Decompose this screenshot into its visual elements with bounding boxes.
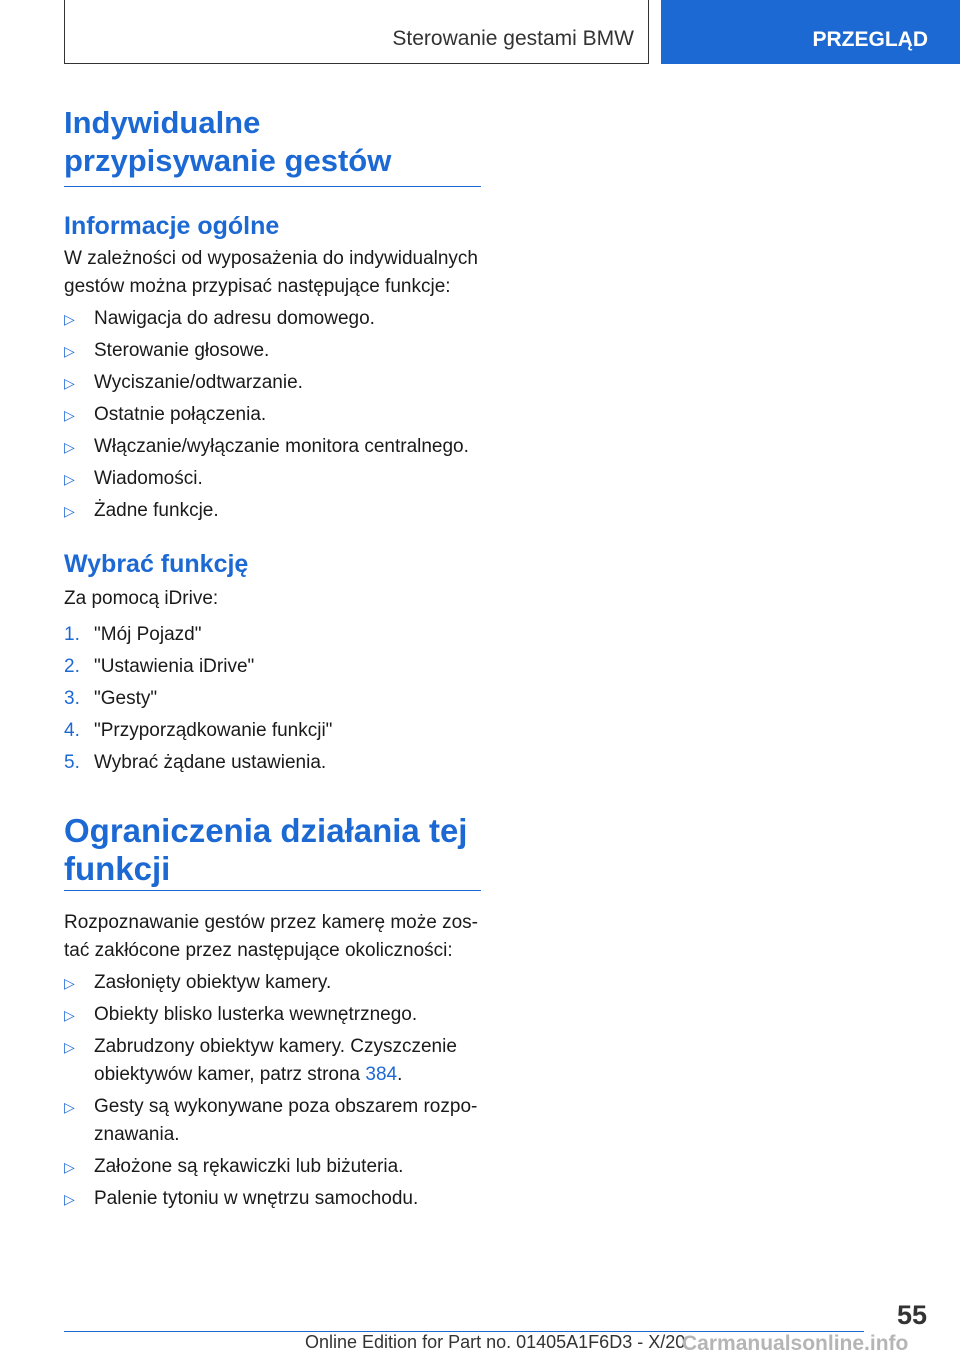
list-item [64, 1185, 481, 1213]
list-item-text: Wiadomości. [94, 468, 203, 489]
header-chapter-box [64, 0, 649, 64]
step-item [64, 717, 481, 745]
bullet-triangle-icon: ▷ [64, 439, 75, 455]
list-item [64, 1093, 481, 1149]
list-item [64, 369, 481, 397]
section-title-rule [64, 890, 481, 891]
watermark: Carmanualsonline.info [682, 1332, 909, 1355]
paragraph-idrive: Za pomocą iDrive: [64, 588, 219, 609]
list-item-text: Palenie tytoniu w wnętrzu samochodu. [94, 1188, 419, 1209]
bullet-triangle-icon: ▷ [64, 975, 75, 991]
list-item-text: Założone są rękawiczki lub biżuteria. [94, 1156, 404, 1177]
list-item-text: obiektywów kamer, patrz strona [94, 1064, 366, 1085]
section-individual-gestures [64, 104, 481, 781]
list-item-text: Nawigacja do adresu domowego. [94, 308, 375, 329]
intro-line1: W zależności od wyposażenia do indywidualnych [64, 248, 479, 269]
bullet-triangle-icon: ▷ [64, 1191, 75, 1207]
page-reference-link[interactable]: 384 [365, 1064, 398, 1085]
list-item [64, 305, 481, 333]
step-item [64, 685, 481, 713]
intro-line2: gestów można przypisać następujące funkcje: [64, 276, 451, 297]
section-title-line2: funkcji [64, 850, 171, 887]
section-title-line2: przypisywanie gestów [64, 143, 392, 178]
step-text: "Ustawienia iDrive" [94, 656, 255, 677]
step-item [64, 653, 481, 681]
step-number: 5. [64, 752, 80, 773]
section-limitations [64, 812, 481, 1217]
list-item [64, 1033, 481, 1089]
list-item [64, 1153, 481, 1181]
list-item-text: Żadne funkcje. [94, 500, 219, 521]
list-item [64, 1001, 481, 1029]
list-item [64, 401, 481, 429]
step-text: "Przyporządkowanie funkcji" [94, 720, 333, 741]
list-item [64, 433, 481, 461]
section-title-line1: Ograniczenia działania tej [64, 812, 468, 849]
intro-line1: Rozpoznawanie gestów przez kamerę może zos- [64, 912, 478, 933]
function-list [64, 305, 481, 525]
list-item-text: . [397, 1064, 403, 1085]
step-text: "Gesty" [94, 688, 158, 709]
paragraph-limitations-intro [64, 909, 481, 965]
section-title-line1: Indywidualne [64, 105, 261, 140]
list-item [64, 497, 481, 525]
step-text: "Mój Pojazd" [94, 624, 202, 645]
bullet-triangle-icon: ▷ [64, 343, 75, 359]
list-item-text: Zasłonięty obiektyw kamery. [94, 972, 332, 993]
paragraph-intro [64, 245, 481, 301]
section-title [64, 812, 481, 888]
list-item-text: Sterowanie głosowe. [94, 340, 270, 361]
section-tab-label: PRZEGLĄD [812, 28, 928, 51]
list-item-text: Ostatnie połączenia. [94, 404, 267, 425]
bullet-triangle-icon: ▷ [64, 471, 75, 487]
bullet-triangle-icon: ▷ [64, 1099, 75, 1115]
list-item-text: Obiekty blisko lusterka wewnętrznego. [94, 1004, 418, 1025]
bullet-triangle-icon: ▷ [64, 311, 75, 327]
step-number: 1. [64, 624, 80, 645]
step-number: 4. [64, 720, 80, 741]
bullet-triangle-icon: ▷ [64, 1007, 75, 1023]
intro-line2: tać zakłócone przez następujące okoliczności: [64, 940, 453, 961]
page-number: 55 [896, 1300, 927, 1330]
step-number: 3. [64, 688, 80, 709]
section-title [64, 104, 481, 180]
bullet-triangle-icon: ▷ [64, 1159, 75, 1175]
list-item-text: Włączanie/wyłączanie monitora centralnego. [94, 436, 469, 457]
bullet-triangle-icon: ▷ [64, 375, 75, 391]
bullet-triangle-icon: ▷ [64, 503, 75, 519]
list-item-text: Wyciszanie/odtwarzanie. [94, 372, 303, 393]
list-item [64, 337, 481, 365]
section-title-rule [64, 186, 481, 187]
bullet-triangle-icon: ▷ [64, 407, 75, 423]
footer-edition-text: Online Edition for Part no. 01405A1F6D3 - X/20 [305, 1332, 686, 1352]
list-item-text: Zabrudzony obiektyw kamery. Czyszczenie [94, 1036, 457, 1057]
step-item [64, 621, 481, 649]
steps-list [64, 621, 481, 777]
subsection-title-select-function: Wybrać funkcję [64, 550, 249, 578]
subsection-title-general: Informacje ogólne [64, 212, 280, 240]
bullet-triangle-icon: ▷ [64, 1039, 75, 1055]
step-text: Wybrać żądane ustawienia. [94, 752, 327, 773]
list-item [64, 465, 481, 493]
step-item [64, 749, 481, 777]
section-tab[interactable] [661, 0, 960, 64]
list-item [64, 969, 481, 997]
chapter-title: Sterowanie gestami BMW [392, 27, 634, 50]
limitations-list [64, 969, 481, 1213]
list-item-text: znawania. [94, 1124, 180, 1145]
step-number: 2. [64, 656, 80, 677]
list-item-text: Gesty są wykonywane poza obszarem rozpo- [94, 1096, 478, 1117]
